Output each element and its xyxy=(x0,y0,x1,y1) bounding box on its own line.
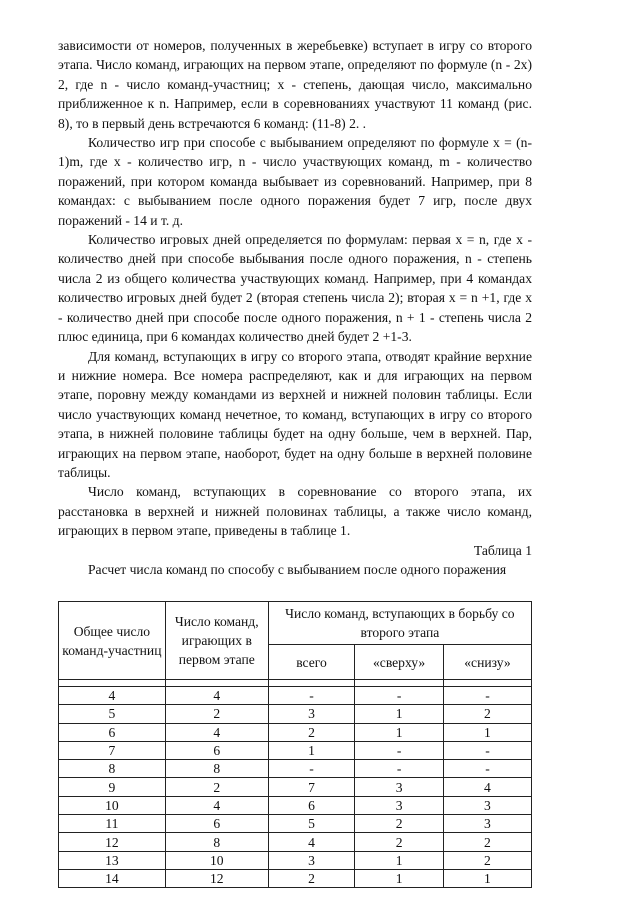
table-cell: 1 xyxy=(268,741,355,759)
table-cell: 11 xyxy=(59,815,166,833)
table-cell: - xyxy=(443,760,531,778)
table-cell: 12 xyxy=(165,869,268,887)
table-row xyxy=(59,851,532,869)
table-cell: - xyxy=(355,741,444,759)
table-cell: 5 xyxy=(268,815,355,833)
paragraph-4: Для команд, вступающих в игру со второго этапа, отводят крайние верхние и нижние номера. Все номера распределяют, как и для играющих на первом этапе, поровну между командами из верхней и нижней половин таблицы. Если число участвующих команд нечетное, то команд, вступающих в игру со второго этапа, в нижней половине таблицы будет на одну больше, чем в верхней. Пар, играющих на первом этапе, наоборот, будет на одну больше в верхней половине таблицы. xyxy=(58,348,532,480)
table-caption: Расчет числа команд по способу с выбыванием после одного поражения xyxy=(88,561,507,577)
table-cell: 3 xyxy=(355,778,444,796)
table-row xyxy=(59,687,532,705)
header-top: «сверху» xyxy=(355,645,444,680)
table-cell: - xyxy=(443,687,531,705)
document-body xyxy=(58,36,532,579)
table-cell: 1 xyxy=(355,869,444,887)
header-total-teams: Общее число команд-участниц xyxy=(59,602,166,680)
paragraph-5: Число команд, вступающих в соревнование со второго этапа, их расстановка в верхней и нижней половинах таблицы, а также число команд, играющих в первом этапе, приведены в таблице 1. xyxy=(58,484,532,539)
table-cell: 8 xyxy=(165,833,268,851)
table-cell: 4 xyxy=(165,687,268,705)
table-cell: 3 xyxy=(268,705,355,723)
table-cell: 1 xyxy=(443,869,531,887)
table-cell: 2 xyxy=(165,778,268,796)
table-cell: 8 xyxy=(165,760,268,778)
table-cell: 1 xyxy=(355,723,444,741)
table-row xyxy=(59,815,532,833)
table-cell: 4 xyxy=(165,796,268,814)
table-row xyxy=(59,833,532,851)
table-cell: 3 xyxy=(443,796,531,814)
table-cell: - xyxy=(355,687,444,705)
table-cell: 4 xyxy=(165,723,268,741)
paragraph-2: Количество игр при способе с выбыванием определяют по формуле x = (n-1)m, где x - количество игр, n - число участвующих команд, m - количество поражений, при котором команда выбывает из соревнований. Например, при 8 командах: с выбыванием после одного поражения будет 7 игр, после двух поражений - 14 и т. д. xyxy=(58,135,532,228)
table-cell: 6 xyxy=(268,796,355,814)
header-spacer-row xyxy=(59,680,532,687)
header-bottom: «снизу» xyxy=(443,645,531,680)
paragraph-3: Количество игровых дней определяется по формулам: первая x = n, где x - количество дней при способе выбывания после одного поражения, n - степень числа 2 из общего количества участвующих команд. Например, при 4 командах количество игровых дней будет 2 (вторая степень числа 2); вторая x = n +1, где x - количество дней при способе после одного поражения, n + 1 - степень числа 2 плюс единица, при 6 командах количество дней будет 2 +1-3. xyxy=(58,232,532,345)
table-cell: 3 xyxy=(355,796,444,814)
table-cell: 2 xyxy=(355,833,444,851)
table-row xyxy=(59,705,532,723)
table-cell: 2 xyxy=(268,869,355,887)
table-cell: 13 xyxy=(59,851,166,869)
table-cell: 6 xyxy=(165,741,268,759)
table-cell: 8 xyxy=(59,760,166,778)
table-cell: 2 xyxy=(355,815,444,833)
table-cell: 2 xyxy=(443,851,531,869)
table-cell: 7 xyxy=(59,741,166,759)
header-second-stage: Число команд, вступающих в борьбу со второго этапа xyxy=(268,602,531,645)
table-cell: 10 xyxy=(59,796,166,814)
table-cell: 3 xyxy=(443,815,531,833)
table-cell: 4 xyxy=(59,687,166,705)
table-row xyxy=(59,723,532,741)
table-cell: 4 xyxy=(443,778,531,796)
table-body xyxy=(59,680,532,888)
table-row xyxy=(59,778,532,796)
table-row xyxy=(59,741,532,759)
table-row xyxy=(59,796,532,814)
table-cell: 6 xyxy=(165,815,268,833)
header-first-stage: Число команд, играющих в первом этапе xyxy=(165,602,268,680)
table-cell: - xyxy=(268,760,355,778)
table-cell: 2 xyxy=(443,833,531,851)
table-cell: 2 xyxy=(443,705,531,723)
table-cell: 1 xyxy=(355,705,444,723)
table-cell: - xyxy=(443,741,531,759)
table-row xyxy=(59,869,532,887)
table-cell: 12 xyxy=(59,833,166,851)
paragraph-1: зависимости от номеров, полученных в жеребьевке) вступает в игру со второго этапа. Число команд, играющих на первом этапе, определяют по формуле (n - 2x) 2, где n - число команд-участниц; x - степень, дающая число, максимально приближенное к n. Например, если в соревнованиях участвуют 11 команд (рис. 8), то в первый день встречаются 6 команд: (11-8) 2. . xyxy=(58,38,532,131)
header-all: всего xyxy=(268,645,355,680)
table-cell: 2 xyxy=(268,723,355,741)
results-table xyxy=(58,601,532,888)
table-cell: 5 xyxy=(59,705,166,723)
table-cell: - xyxy=(355,760,444,778)
table-cell: 9 xyxy=(59,778,166,796)
table-cell: 1 xyxy=(355,851,444,869)
table-cell: 4 xyxy=(268,833,355,851)
table-cell: 1 xyxy=(443,723,531,741)
table-cell: 14 xyxy=(59,869,166,887)
table-cell: 6 xyxy=(59,723,166,741)
table-cell: 2 xyxy=(165,705,268,723)
table-label: Таблица 1 xyxy=(473,542,532,558)
table-cell: 7 xyxy=(268,778,355,796)
table-row xyxy=(59,760,532,778)
table-cell: - xyxy=(268,687,355,705)
table-cell: 3 xyxy=(268,851,355,869)
table-cell: 10 xyxy=(165,851,268,869)
